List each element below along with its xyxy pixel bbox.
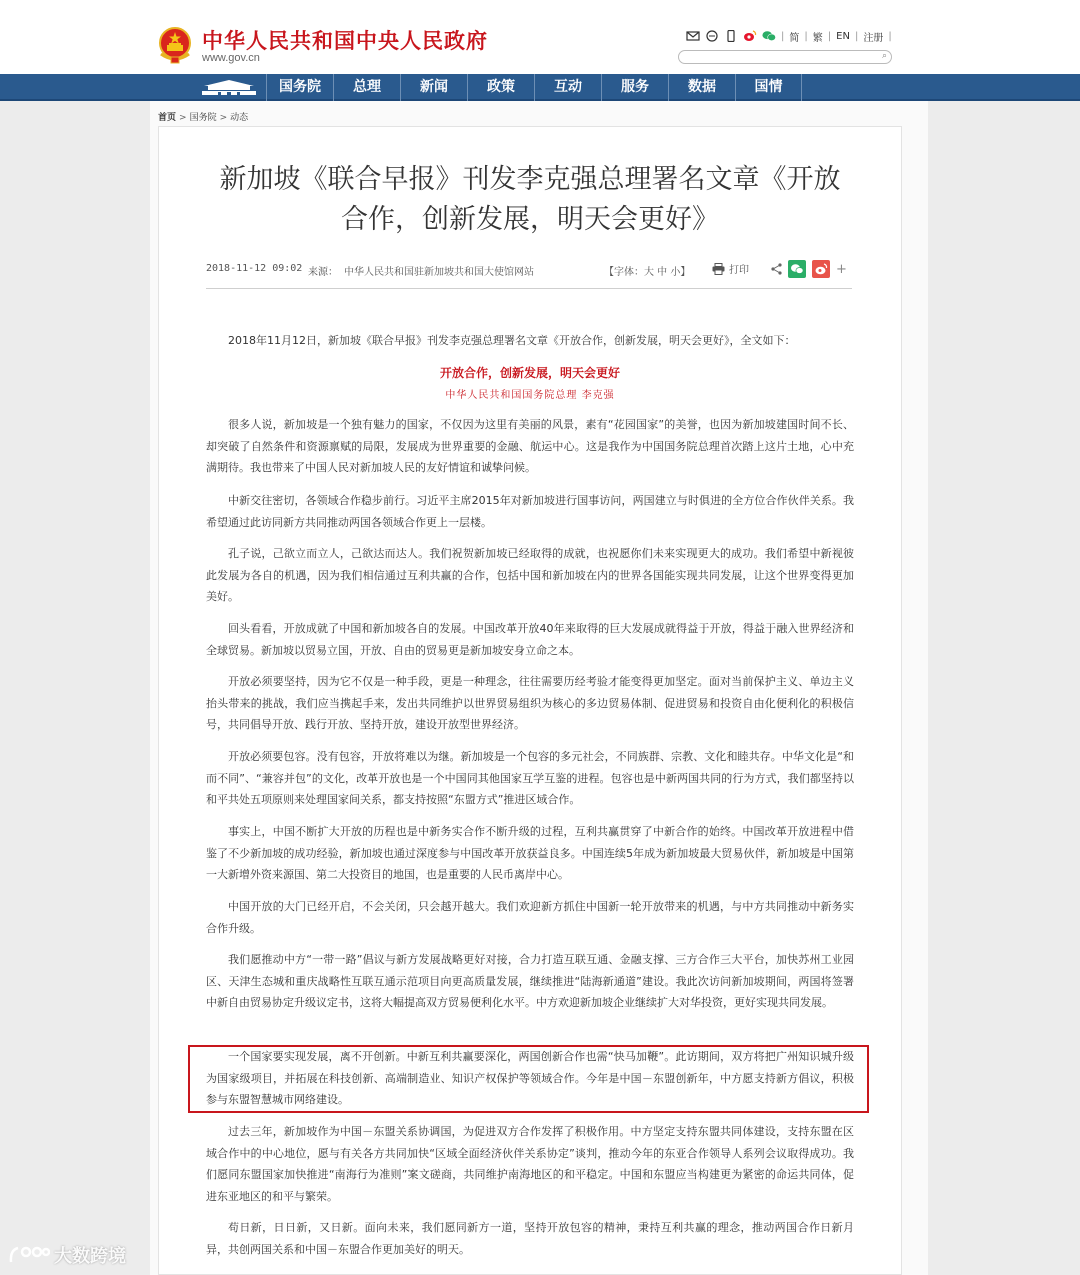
article-title-line2: 合作，创新发展，明天会更好》 xyxy=(341,204,719,235)
paragraph: 过去三年，新加坡作为中国－东盟关系协调国，为促进双方合作发挥了积极作用。中方坚定支持东盟共同体建设，支持东盟在区域合作中的中心地位，愿与有关各方共同加快“区域全面经济伙伴关系协定”谈判，推动今年的东亚合作领导人系列会议取得成功。我们愿同东盟国家加快推进“南海行为准则”案文磋商，共同维护南海地区的和平稳定。中国和东盟应当构建更为紧密的命运共同体，促进东亚地区的和平与繁荣。 xyxy=(206,1125,854,1203)
source-label: 来源： xyxy=(308,267,338,278)
search-icon[interactable]: ⌕ xyxy=(881,51,887,61)
site-header xyxy=(0,0,1080,74)
breadcrumb: 首页 > 国务院 > 动态 xyxy=(158,113,249,123)
header-tools: | 简 | 繁 | EN | 注册 | xyxy=(686,28,892,44)
site-url[interactable]: www.gov.cn xyxy=(202,52,260,64)
print-label: 打印 xyxy=(729,265,749,276)
national-emblem-icon xyxy=(158,26,192,64)
register-link[interactable]: 注册 xyxy=(863,32,884,44)
mail-icon[interactable] xyxy=(686,30,700,42)
weibo-icon[interactable] xyxy=(743,30,757,42)
highlight-box xyxy=(188,1045,869,1113)
paragraph: 开放必须要坚持，因为它不仅是一种手段，更是一种理念，往往需要历经考验才能变得更加坚定。面对当前保护主义、单边主义抬头带来的挑战，我们应当携起手来，发出共同维护以世界贸易组织为核心的多边贸易体制、促进贸易和投资自由化便利化的积极信号，共同倡导开放、践行开放、坚持开放，建设开放型世界经济。 xyxy=(206,675,854,731)
lang-en-link[interactable]: EN xyxy=(836,30,850,42)
breadcrumb-news[interactable]: 动态 xyxy=(230,113,249,123)
printer-icon xyxy=(712,263,725,275)
meta-divider xyxy=(206,288,852,289)
article-meta xyxy=(206,261,852,277)
nav-item-services[interactable]: 服务 xyxy=(601,74,668,101)
weibo-share-icon[interactable] xyxy=(812,260,830,278)
paragraph: 很多人说，新加坡是一个独有魅力的国家，不仅因为这里有美丽的风景，素有“花园国家”的美誉，也因为新加坡建国时间不长、却突破了自然条件和资源禀赋的局限，发展成为世界重要的金融、航运中心。这是我作为中国国务院总理首次踏上这片土地，心中充满期待。我也带来了中国人民对新加坡人民的友好情谊和诚挚问候。 xyxy=(206,418,854,474)
lang-simplified-link[interactable]: 简 xyxy=(789,32,800,44)
watermark xyxy=(8,1242,126,1268)
print-button[interactable] xyxy=(712,261,749,276)
nav-item-news[interactable]: 新闻 xyxy=(400,74,467,101)
article-title xyxy=(180,160,880,240)
paragraph: 我们愿推动中方“一带一路”倡议与新方发展战略更好对接，合力打造互联互通、金融支撑、三方合作三大平台，加快苏州工业园区、天津生态城和重庆战略性互联互通示范项目向更高质量发展，继续推进“陆海新通道”建设。我此次访问新加坡期间，两国将签署中新自由贸易协定升级议定书，这将大幅提高双方贸易便利化水平。中方欢迎新加坡企业继续扩大对华投资，更好实现共同发展。 xyxy=(206,953,854,1009)
message-icon[interactable] xyxy=(705,30,719,42)
article-subtitle: 开放合作，创新发展，明天会更好 xyxy=(439,366,620,380)
paragraph: 开放必须要包容。没有包容，开放将难以为继。新加坡是一个包容的多元社会，不同族群、宗教、文化和睦共存。中华文化是“和而不同”、“兼容并包”的文化，改革开放也是一个中国同其他国家互学互鉴的进程。包容也是中新两国共同的行为方式，我们都坚持以和平共处五项原则来处理国家间关系，都支持按照“东盟方式”推进区域合作。 xyxy=(206,750,854,806)
more-share-icon[interactable]: + xyxy=(836,261,847,277)
paragraph: 事实上，中国不断扩大开放的历程也是中新务实合作不断升级的过程，互利共赢贯穿了中新合作的始终。中国改革开放进程中借鉴了不少新加坡的成功经验，新加坡也通过深度参与中国改革开放获益良多。中国连续5年成为新加坡最大贸易伙伴，新加坡是中国第一大新增外资来源国、第二大投资目的地国，也是重要的人民币离岸中心。 xyxy=(206,825,854,881)
nav-item-policy[interactable]: 政策 xyxy=(467,74,534,101)
breadcrumb-home[interactable]: 首页 xyxy=(158,113,177,123)
article-lead: 2018年11月12日，新加坡《联合早报》刊发李克强总理署名文章《开放合作，创新发展，明天会更好》，全文如下： xyxy=(228,334,796,347)
tiananmen-logo-icon[interactable] xyxy=(198,78,260,97)
nav-item-interaction[interactable]: 互动 xyxy=(534,74,601,101)
nav-item-data[interactable]: 数据 xyxy=(668,74,735,101)
breadcrumb-state-council[interactable]: 国务院 xyxy=(189,113,217,123)
share-icon[interactable] xyxy=(771,263,782,275)
wechat-share-icon[interactable] xyxy=(788,260,806,278)
main-nav xyxy=(0,74,1080,101)
paragraph: 苟日新，日日新，又日新。面向未来，我们愿同新方一道，坚持开放包容的精神，秉持互利共赢的理念，推动两国合作日新月异，共创两国关系和中国－东盟合作更加美好的明天。 xyxy=(206,1221,854,1256)
paragraph: 中新交往密切，各领域合作稳步前行。习近平主席2015年对新加坡进行国事访问，两国建立与时俱进的全方位合作伙伴关系。我希望通过此访同新方共同推动两国各领域合作更上一层楼。 xyxy=(206,494,854,529)
nav-item-national-info[interactable]: 国情 xyxy=(735,74,802,101)
nav-item-state-council[interactable]: 国务院 xyxy=(266,74,333,101)
paragraph-highlighted: 一个国家要实现发展，离不开创新。中新互利共赢要深化，两国创新合作也需“快马加鞭”。此访期间，双方将把广州知识城升级为国家级项目，并拓展在科技创新、高端制造业、知识产权保护等领域合作。今年是中国－东盟创新年，中方愿支持新方倡议，积极参与东盟智慧城市网络建设。 xyxy=(206,1050,854,1106)
paragraph: 回头看看，开放成就了中国和新加坡各自的发展。中国改革开放40年来取得的巨大发展成就得益于开放，得益于融入世界经济和全球贸易。新加坡以贸易立国，开放、自由的贸易更是新加坡安身立命之本。 xyxy=(206,622,854,657)
paragraph: 孔子说，己欲立而立人，己欲达而达人。我们祝贺新加坡已经取得的成就，也祝愿你们未来实现更大的成功。我们希望中新视彼此发展为各自的机遇，因为我们相信通过互利共赢的合作，包括中国和新加坡在内的世界各国能实现共同发展，让这个世界变得更加美好。 xyxy=(206,547,854,603)
site-title[interactable]: 中华人民共和国中央人民政府 xyxy=(202,29,488,53)
source-link[interactable]: 中华人民共和国驻新加坡共和国大使馆网站 xyxy=(344,267,534,278)
paragraph: 中国开放的大门已经开启，不会关闭，只会越开越大。我们欢迎新方抓住中国新一轮开放带来的机遇，与中方共同推动中新务实合作升级。 xyxy=(206,900,854,935)
search-input[interactable] xyxy=(678,50,892,64)
share-bar xyxy=(771,260,847,278)
article-title-line1: 新加坡《联合早报》刊发李克强总理署名文章《开放 xyxy=(219,164,841,195)
watermark-text: 大数跨境 xyxy=(54,1246,126,1267)
watermark-logo-icon xyxy=(8,1244,50,1266)
nav-item-premier[interactable]: 总理 xyxy=(333,74,400,101)
font-size-control[interactable]: 【字体：大 中 小】 xyxy=(604,267,691,278)
mobile-icon[interactable] xyxy=(724,30,738,42)
article-author: 中华人民共和国国务院总理 李克强 xyxy=(445,390,615,401)
wechat-icon[interactable] xyxy=(762,30,776,42)
publish-date: 2018-11-12 09:02 xyxy=(206,263,303,274)
lang-traditional-link[interactable]: 繁 xyxy=(812,32,823,44)
